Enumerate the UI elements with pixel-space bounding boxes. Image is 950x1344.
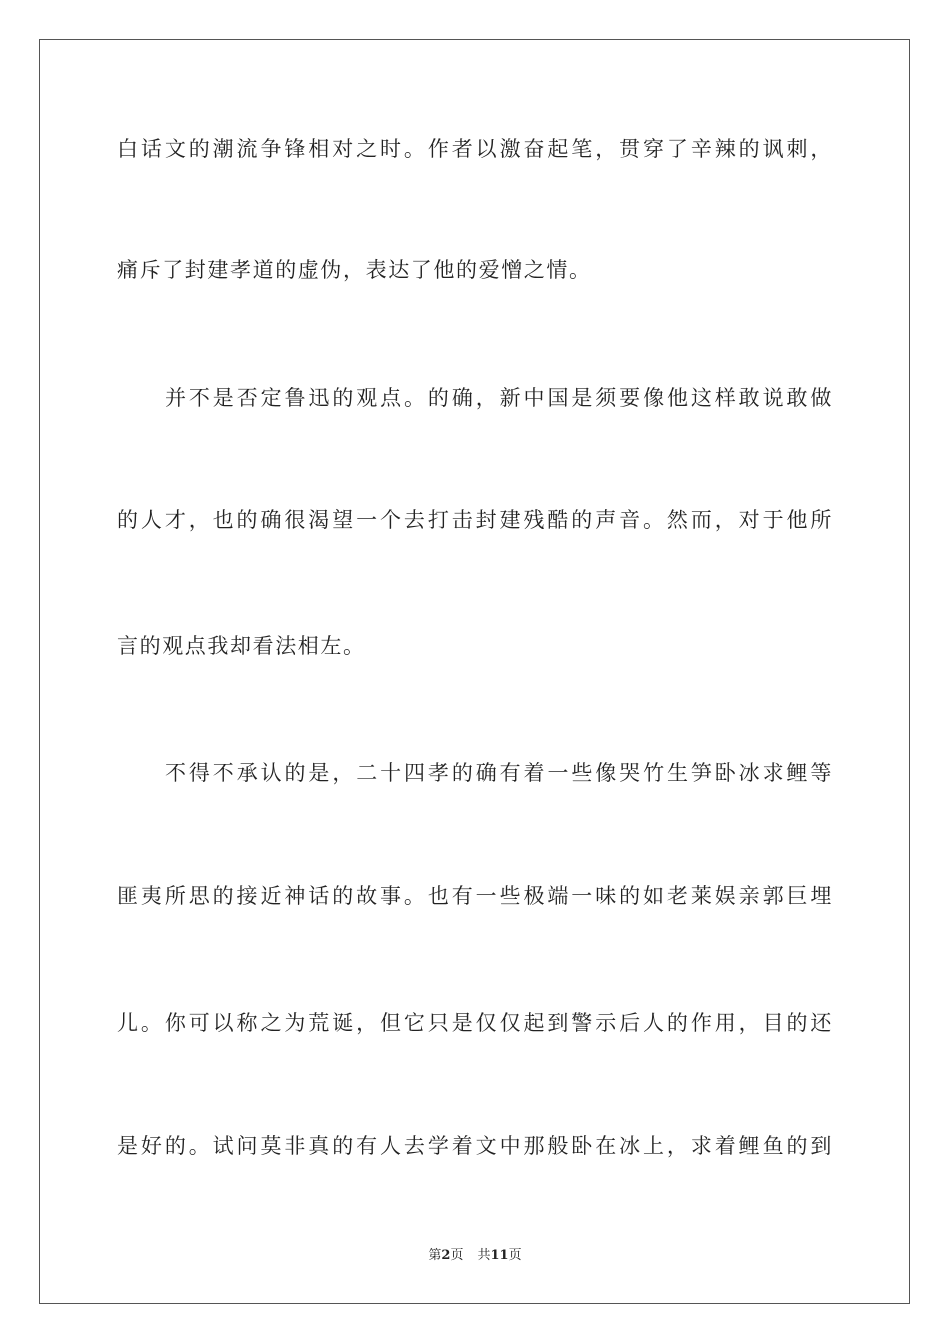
footer-page-suffix: 页 [450,1248,464,1263]
footer-total-prefix: 共 [477,1248,491,1263]
body-line-3: 并不是否定鲁迅的观点。的确，新中国是须要像他这样敢说敢做 [165,386,833,410]
body-line-9: 是好的。试问莫非真的有人去学着文中那般卧在冰上，求着鲤鱼的到 [117,1134,833,1158]
body-line-2: 痛斥了封建孝道的虚伪，表达了他的爱憎之情。 [117,258,592,282]
body-line-8: 儿。你可以称之为荒诞，但它只是仅仅起到警示后人的作用，目的还 [117,1011,833,1035]
footer-page-number: 2 [441,1248,451,1263]
body-line-5: 言的观点我却看法相左。 [117,634,366,658]
page-border [39,39,910,1304]
page-footer [0,1247,950,1265]
footer-total-suffix: 页 [508,1248,522,1263]
body-line-7: 匪夷所思的接近神话的故事。也有一些极端一味的如老莱娱亲郭巨埋 [117,884,833,908]
body-line-4: 的人才，也的确很渴望一个去打击封建残酷的声音。然而，对于他所 [117,508,833,532]
body-line-1: 白话文的潮流争锋相对之时。作者以激奋起笔，贯穿了辛辣的讽刺， [117,137,833,161]
footer-total-pages: 11 [490,1248,509,1263]
body-line-6: 不得不承认的是，二十四孝的确有着一些像哭竹生笋卧冰求鲤等 [165,761,833,785]
footer-page-prefix: 第 [428,1248,442,1263]
